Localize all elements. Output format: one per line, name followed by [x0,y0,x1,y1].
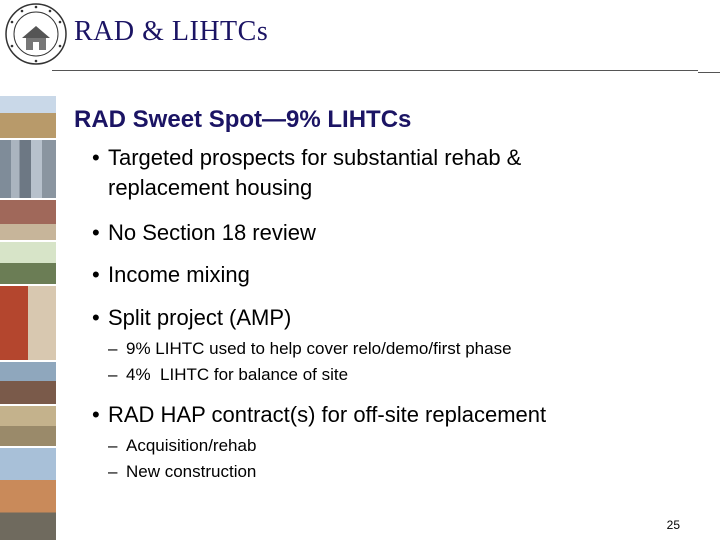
header-divider-tail [698,72,720,73]
sub-bullet-5-2 [108,459,256,485]
bullet-5 [92,400,546,430]
hud-seal-icon [4,2,68,66]
bullet-glyph: • [92,145,100,170]
photo-construction [0,406,56,446]
dash-glyph: – [108,436,118,455]
bullet-1-line1: Targeted prospects for substantial rehab & [108,145,522,170]
photo-group [0,362,56,404]
header-title: RAD & LIHTCs [74,16,269,47]
photo-streetscape [0,448,56,540]
bullet-1-line2: replacement housing [108,175,313,200]
photo-residents [0,242,56,284]
photo-house [0,96,56,138]
photo-apartments [0,286,56,360]
sub-bullet-4-2 [108,362,348,388]
bullet-glyph: • [92,402,100,427]
sub-bullet-4-1-text: 9% LIHTC used to help cover relo/demo/first phase [126,339,512,358]
dash-glyph: – [108,462,118,481]
sub-bullet-4-1 [108,336,512,362]
photo-strip [0,96,56,540]
bullet-2 [92,218,316,248]
sub-bullet-5-2-text: New construction [126,462,257,481]
sub-bullet-5-1-text: Acquisition/rehab [126,436,257,455]
dash-glyph: – [108,365,118,384]
bullet-3-text: Income mixing [108,262,250,287]
page-number: 25 [666,518,680,532]
bullet-3 [92,260,250,290]
sub-bullet-4-2-text: 4% LIHTC for balance of site [126,365,349,384]
photo-city-skyline [0,140,56,198]
photo-brick-building [0,200,56,240]
bullet-glyph: • [92,220,100,245]
bullet-1 [92,143,692,203]
dash-glyph: – [108,339,118,358]
bullet-glyph: • [92,262,100,287]
bullet-2-text: No Section 18 review [108,220,316,245]
bullet-5-text: RAD HAP contract(s) for off-site replacement [108,402,547,427]
bullet-glyph: • [92,305,100,330]
header-divider [52,70,698,71]
bullet-4-text: Split project (AMP) [108,305,292,330]
bullet-4 [92,303,291,333]
sub-bullet-5-1 [108,433,256,459]
slide-title: RAD Sweet Spot—9% LIHTCs [74,106,412,133]
